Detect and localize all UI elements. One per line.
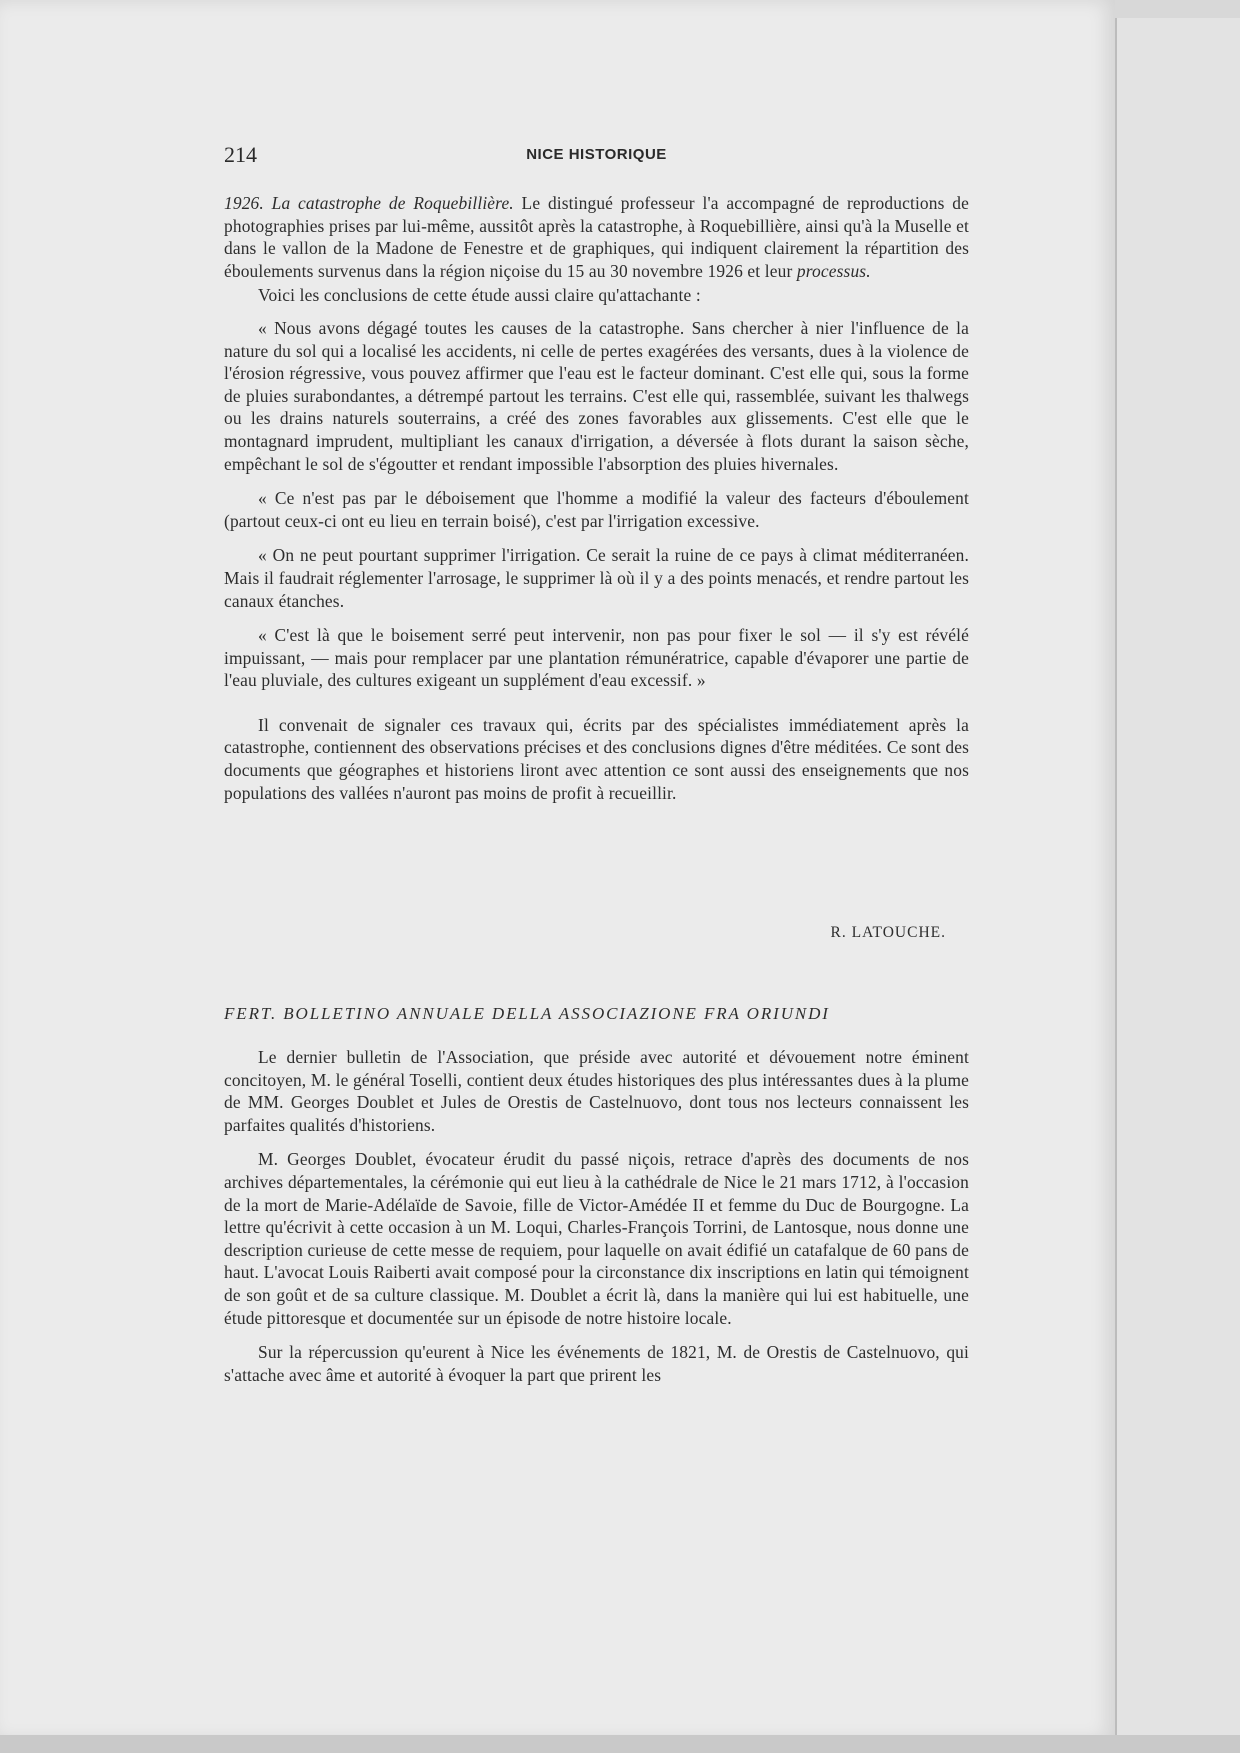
review-fert-bulletin bbox=[224, 1046, 969, 1398]
adjacent-page-edge bbox=[1115, 18, 1240, 1753]
review-subject-italic: 1926. La catastrophe de Roquebillière. bbox=[224, 193, 514, 213]
section-title: FERT. BOLLETINO ANNUALE DELLA ASSOCIAZIONE FRA ORIUNDI bbox=[224, 1004, 830, 1023]
running-title: NICE HISTORIQUE bbox=[526, 146, 667, 163]
bulletin-paragraph-3: Sur la répercussion qu'eurent à Nice les événements de 1821, M. de Orestis de Castelnuovo, qui s'attache avec âme et autorité à évoquer la part que prirent les bbox=[224, 1342, 969, 1385]
scan-bottom-edge bbox=[0, 1735, 1240, 1753]
closing-paragraph: Il convenait de signaler ces travaux qui, écrits par des spécialistes immédiatement après la catastrophe, contiennent des observations précises et des conclusions dignes d'être méditées. Ce sont des documents que géographes et historiens liront avec attention ce sont aussi des enseignements que nos populations des vallées n'auront pas moins de profit à recueillir. bbox=[224, 714, 969, 803]
review-intro-paragraph: 1926. La catastrophe de Roquebillière. Le distingué professeur l'a accompagné de reproductions de photographies prises par lui-même, aussitôt après la catastrophe, à Roquebillière, ainsi qu'à la Muselle et dans le vallon de la Madone de Fenestre et de graphiques, qui indiquent clairement la répartition des éboulements survenus dans la région niçoise du 15 au 30 novembre 1926 et leur processus. bbox=[224, 193, 969, 281]
page-header bbox=[224, 142, 969, 172]
quote-paragraph-2: « Ce n'est pas par le déboisement que l'homme a modifié la valeur des facteurs d'éboulement (partout ceux-ci ont eu lieu en terrain boisé), c'est par l'irrigation excessive. bbox=[224, 488, 969, 531]
author-signature: R. LATOUCHE. bbox=[830, 924, 946, 941]
quote-paragraph-4: « C'est là que le boisement serré peut intervenir, non pas pour fixer le sol — il s'y est révélé impuissant, — mais pour remplacer par une plantation rémunératrice, capable d'évaporer une partie de l'eau pluviale, des cultures exigeant un supplément d'eau excessif. » bbox=[224, 625, 969, 691]
quote-paragraph-1: « Nous avons dégagé toutes les causes de la catastrophe. Sans chercher à nier l'influence de la nature du sol qui a localisé les accidents, ni celle de pertes exagérées des versants, dues à la violence de l'érosion régressive, vous pouvez affirmer que l'eau est le facteur dominant. C'est elle qui, sous la forme de pluies surabondantes, a détrempé partout les terrains. C'est elle qui, rassemblée, suivant les thalwegs ou les drains naturels souterrains, a créé des zones favorables aux glissements. C'est elle que le montagnard imprudent, multipliant les canaux d'irrigation, a déversée à flots durant la saison sèche, empêchant le sol de s'égoutter et rendant impossible l'absorption des pluies hivernales. bbox=[224, 317, 969, 474]
conclusions-intro: Voici les conclusions de cette étude aussi claire qu'attachante : bbox=[258, 285, 701, 306]
bulletin-paragraph-2: M. Georges Doublet, évocateur érudit du passé niçois, retrace d'après des documents de nos archives départementales, la cérémonie qui eut lieu à la cathédrale de Nice le 21 mars 1712, à l'occasion de la mort de Marie-Adélaïde de Savoie, fille de Victor-Amédée II et femme du Duc de Bourgogne. La lettre qu'écrivit à cette occasion à un M. Loqui, Charles-François Torrini, de Lantosque, nous donne une description curieuse de cette messe de requiem, pour laquelle on avait édifié un catafalque de 60 pans de haut. L'avocat Louis Raiberti avait composé pour la circonstance dix inscriptions en latin qui témoignent de son goût et de sa culture classique. M. Doublet a écrit là, dans la manière qui lui est habituelle, une étude pittoresque et documentée sur un épisode de notre histoire locale. bbox=[224, 1149, 969, 1328]
review-roquebilliere bbox=[224, 192, 969, 816]
bulletin-paragraph-1: Le dernier bulletin de l'Association, que préside avec autorité et dévouement notre éminent concitoyen, M. le général Toselli, contient deux études historiques des plus intéressantes dues à la plume de MM. Georges Doublet et Jules de Orestis de Castelnuovo, dont tous nos lecteurs connaissent les parfaites qualités d'historiens. bbox=[224, 1047, 969, 1135]
page-number: 214 bbox=[224, 142, 257, 167]
quote-paragraph-3: « On ne peut pourtant supprimer l'irrigation. Ce serait la ruine de ce pays à climat méditerranéen. Mais il faudrait réglementer l'arrosage, le supprimer là où il y a des points menacés, et rendre partout les canaux étanches. bbox=[224, 545, 969, 611]
